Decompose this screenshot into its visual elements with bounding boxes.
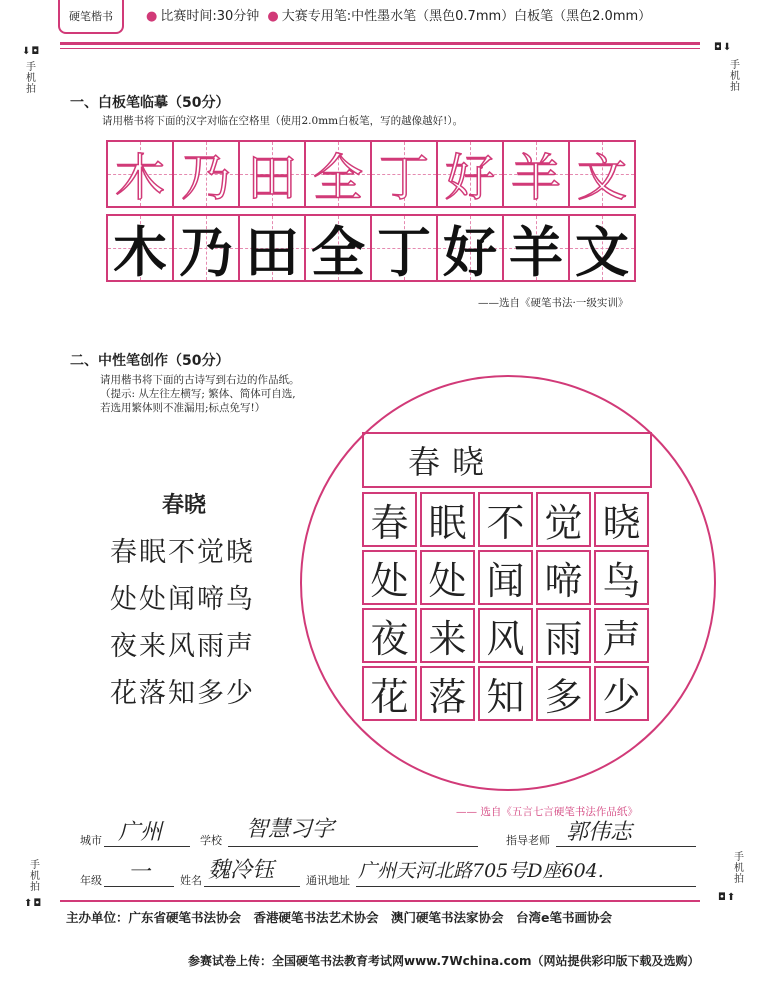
work-cell: 少 bbox=[594, 666, 649, 721]
copy-cell bbox=[502, 214, 570, 282]
work-title: 春晓 bbox=[362, 432, 652, 488]
model-cell bbox=[370, 140, 438, 208]
copy-cell bbox=[304, 214, 372, 282]
bullet-icon: ● bbox=[267, 9, 279, 24]
side-note-right-bottom: 手机拍 bbox=[734, 852, 744, 885]
work-cell: 春 bbox=[362, 492, 417, 547]
side-note-left: 手机拍 bbox=[26, 62, 36, 95]
copy-cell bbox=[568, 214, 636, 282]
model-row bbox=[108, 140, 636, 208]
copied-char: 好 bbox=[443, 220, 497, 284]
grade-label: 年级 bbox=[80, 874, 102, 887]
address-line bbox=[356, 886, 696, 887]
header-rule-thin bbox=[60, 48, 700, 49]
category-badge: 硬笔楷书 bbox=[58, 0, 124, 34]
copy-cell bbox=[238, 214, 306, 282]
copy-row bbox=[108, 214, 636, 282]
copied-char: 全 bbox=[311, 220, 365, 284]
copy-cell bbox=[106, 214, 174, 282]
name-label: 姓名 bbox=[180, 874, 202, 887]
grade-value[interactable]: 一 bbox=[128, 860, 151, 885]
grade-line bbox=[104, 886, 174, 887]
copy-cell bbox=[172, 214, 240, 282]
section1-instruction: 请用楷书将下面的汉字对临在空格里（使用2.0mm白板笔，写的越像越好!）。 bbox=[102, 115, 464, 127]
footer-rule bbox=[60, 900, 700, 902]
bullet-icon: ● bbox=[146, 9, 158, 24]
name-line bbox=[204, 886, 300, 887]
city-label: 城市 bbox=[80, 834, 102, 847]
work-grid bbox=[362, 492, 652, 724]
model-cell bbox=[238, 140, 306, 208]
side-note-left-bottom: 手机拍 bbox=[30, 860, 40, 893]
model-char: 羊 bbox=[511, 149, 561, 207]
section2-source: —— 选自《五言七言硬笔书法作品纸》 bbox=[456, 806, 638, 818]
camera-icon: ⬆◘ bbox=[24, 898, 43, 909]
model-char: 丁 bbox=[379, 149, 429, 207]
model-cell bbox=[568, 140, 636, 208]
work-row bbox=[362, 550, 652, 605]
work-cell: 声 bbox=[594, 608, 649, 663]
work-cell: 觉 bbox=[536, 492, 591, 547]
work-cell: 落 bbox=[420, 666, 475, 721]
work-cell: 雨 bbox=[536, 608, 591, 663]
address-value[interactable]: 广州天河北路705号D座604. bbox=[358, 860, 604, 882]
poem-title: 春晓 bbox=[162, 493, 207, 518]
work-cell: 来 bbox=[420, 608, 475, 663]
work-cell: 处 bbox=[420, 550, 475, 605]
model-char: 好 bbox=[445, 149, 495, 207]
instruction-line: 请用楷书将下面的古诗写到右边的作品纸。 bbox=[100, 374, 300, 386]
work-cell: 不 bbox=[478, 492, 533, 547]
work-row bbox=[362, 608, 652, 663]
work-cell: 晓 bbox=[594, 492, 649, 547]
name-value[interactable]: 魏冷钰 bbox=[208, 858, 275, 883]
model-char: 田 bbox=[247, 149, 297, 207]
time-info: 比赛时间:30分钟 bbox=[160, 9, 260, 24]
model-char: 木 bbox=[115, 149, 165, 207]
city-line bbox=[104, 846, 190, 847]
work-cell: 风 bbox=[478, 608, 533, 663]
work-cell: 夜 bbox=[362, 608, 417, 663]
camera-icon: ◘⬇ bbox=[714, 42, 733, 53]
poem-line: 花落知多少 bbox=[110, 678, 255, 709]
copy-cell bbox=[370, 214, 438, 282]
work-cell: 啼 bbox=[536, 550, 591, 605]
exam-info bbox=[146, 5, 651, 24]
teacher-line bbox=[556, 846, 696, 847]
city-value[interactable]: 广州 bbox=[118, 820, 163, 845]
camera-icon: ◘⬆ bbox=[718, 892, 737, 903]
instruction-line: （提示: 从左往左横写; 繁体、简体可自选, bbox=[100, 388, 296, 400]
work-cell: 眠 bbox=[420, 492, 475, 547]
copied-char: 田 bbox=[245, 220, 299, 284]
model-cell bbox=[304, 140, 372, 208]
section2-instruction bbox=[100, 373, 300, 415]
copied-char: 木 bbox=[113, 220, 167, 284]
school-value[interactable]: 智慧习字 bbox=[246, 817, 335, 842]
address-label: 通讯地址 bbox=[306, 874, 350, 887]
model-cell bbox=[106, 140, 174, 208]
copied-char: 乃 bbox=[179, 220, 233, 284]
poem-line: 春眠不觉晓 bbox=[110, 537, 255, 568]
school-label: 学校 bbox=[200, 834, 222, 847]
header-rule bbox=[60, 42, 700, 45]
work-cell: 知 bbox=[478, 666, 533, 721]
work-cell: 多 bbox=[536, 666, 591, 721]
model-char: 乃 bbox=[181, 149, 231, 207]
upload-info: 参赛试卷上传：全国硬笔书法教育考试网www.7Wchina.com（网站提供彩印版下载及选购） bbox=[188, 954, 700, 968]
section2-title: 二、中性笔创作（50分） bbox=[70, 353, 230, 369]
section1-title: 一、白板笔临摹（50分） bbox=[70, 95, 230, 111]
copied-char: 文 bbox=[575, 220, 629, 284]
teacher-value[interactable]: 郭伟志 bbox=[566, 820, 633, 845]
poem-line: 处处闻啼鸟 bbox=[110, 584, 255, 615]
model-char: 全 bbox=[313, 149, 363, 207]
work-cell: 处 bbox=[362, 550, 417, 605]
poem-line: 夜来风雨声 bbox=[110, 631, 255, 662]
work-cell: 花 bbox=[362, 666, 417, 721]
side-note-right: 手机拍 bbox=[730, 60, 740, 93]
pen-info: 大赛专用笔:中性墨水笔（黑色0.7mm）白板笔（黑色2.0mm） bbox=[281, 9, 652, 24]
teacher-label: 指导老师 bbox=[506, 834, 550, 847]
model-cell bbox=[436, 140, 504, 208]
work-row bbox=[362, 492, 652, 547]
instruction-line: 若选用繁体则不准漏用;标点免写!） bbox=[100, 402, 266, 414]
school-line bbox=[228, 846, 478, 847]
work-cell: 闻 bbox=[478, 550, 533, 605]
section1-source: ——选自《硬笔书法·一级实训》 bbox=[478, 297, 629, 309]
organizers: 主办单位：广东省硬笔书法协会 香港硬笔书法艺术协会 澳门硬笔书法家协会 台湾e笔书画协会 bbox=[66, 910, 612, 925]
copied-char: 丁 bbox=[377, 220, 431, 284]
copied-char: 羊 bbox=[509, 220, 563, 284]
work-row bbox=[362, 666, 652, 721]
model-char: 文 bbox=[577, 149, 627, 207]
camera-icon: ⬇◘ bbox=[22, 46, 41, 57]
model-cell bbox=[172, 140, 240, 208]
model-cell bbox=[502, 140, 570, 208]
copy-cell bbox=[436, 214, 504, 282]
work-cell: 鸟 bbox=[594, 550, 649, 605]
